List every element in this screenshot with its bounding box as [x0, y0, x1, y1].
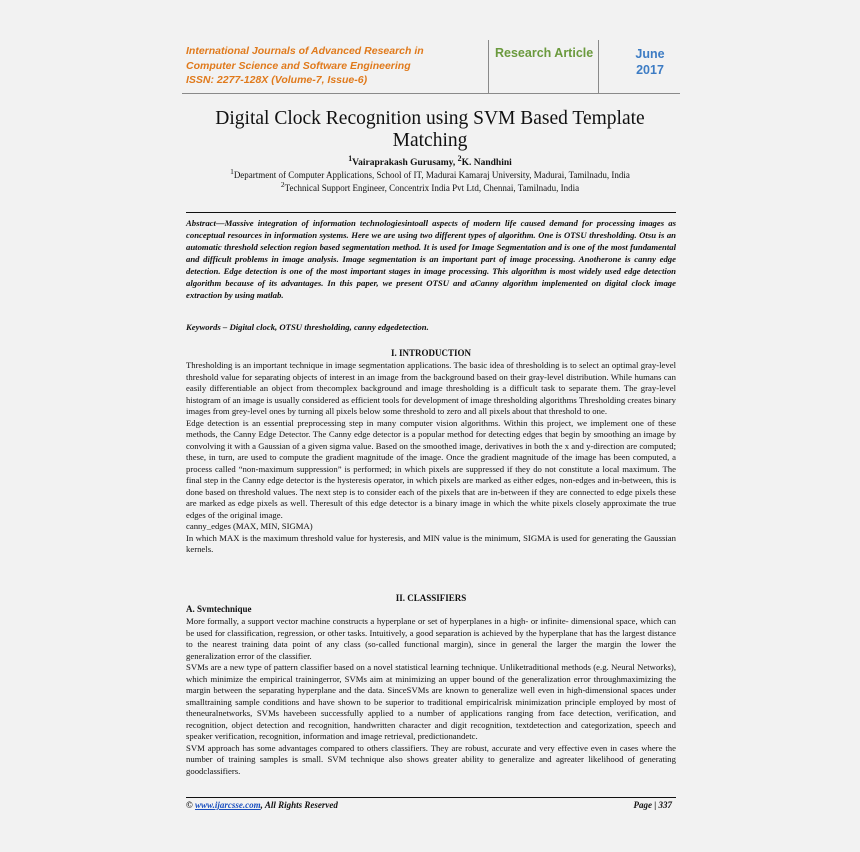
journal-issn: ISSN: 2277-128X (Volume-7, Issue-6)	[186, 74, 368, 86]
keywords: Keywords – Digital clock, OTSU thresholding, canny edgedetection.	[186, 322, 429, 332]
subsection-heading-svm: A. Svmtechnique	[186, 604, 252, 614]
author-1-marker: 1	[348, 154, 353, 163]
affiliation-1-text: Department of Computer Applications, School of IT, Madurai Kamaraj University, Madurai, Tamilnadu, India	[233, 170, 630, 180]
publication-month: June	[635, 47, 665, 61]
section-heading-classifiers: II. CLASSIFIERS	[395, 593, 467, 603]
journal-header	[182, 40, 680, 94]
author-2: K. Nandhini	[461, 158, 512, 169]
paragraph: Thresholding is an important technique in image segmentation applications. The basic idea of thresholding is to select an optimal gray-level threshold value for separating objects of interest in an image from the background based on their gray-level distribution. While humans can easily differentiable an object from thecomplex background and image thresholding is a difficult task to separate them. The gray-level histogram of an image is usually considered as efficient tools for development of image thresholding algorithms Thresholding creates binary images from grey-level ones by turning all pixels below some threshold to zero and all pixels about that threshold to one.	[186, 360, 676, 416]
publication-year: 2017	[636, 63, 664, 77]
classifiers-body	[186, 616, 676, 777]
paragraph: Edge detection is an essential preprocessing step in many computer vision algorithms. Within this project, we implement one of these methods, the Canny Edge Detector. The Canny edge detector is a popular method for detecting edges that begin by smoothing an image by convolving it with a Gaussian of a given sigma value. Based on the smoothed image, derivatives in both the x and y-direction are computed; these, in turn, are used to compute the gradient magnitude of the image. Once the gradient magnitude of the image has been computed, a process called “non-maximum suppression” is performed; in which pixels are suppressed if they do not constitute a local maximum. The final step in the Canny edge detector is the hysteresis operator, in which pixels are marked as either edges, non-edges and in-between, this is done based on threshold values. The next step is to consider each of the pixels that are in-between if they are connected to edge pixels these are marked as edge pixels as well. Theresult of this edge detector is a binary image in which the white pixels closely approximate the true edges of the original image.	[186, 417, 676, 520]
introduction-body	[186, 360, 676, 556]
header-rule	[182, 93, 680, 94]
affiliation-2	[190, 179, 670, 194]
header-divider	[598, 40, 599, 94]
rights-text: , All Rights Reserved	[260, 800, 338, 810]
footer-rule	[186, 797, 676, 798]
publication-date	[625, 46, 675, 78]
paragraph: In which MAX is the maximum threshold value for hysteresis, and MIN value is the minimum, SIGMA is used for generating the Gaussian kernels.	[186, 532, 676, 554]
affiliation-2-marker: 2	[280, 180, 285, 189]
paragraph: More formally, a support vector machine constructs a hyperplane or set of hyperplanes in a high- or infinite- dimensional space, which can be used for classification, regression, or other tasks. Intuitively, a good separation is achieved by the hyperplane that has the largest distance to the nearest training data point of any class (so-called functional margin), since in general the larger the margin the lower the generalization error of the classifier.	[186, 616, 676, 661]
journal-line-1: International Journals of Advanced Research in	[186, 45, 424, 57]
article-type: Research Article	[495, 46, 594, 60]
footer-copyright	[186, 800, 338, 810]
abstract-block	[186, 212, 676, 301]
journal-website-link[interactable]: www.ijarcsse.com	[194, 800, 261, 810]
formula-line: canny_edges (MAX, MIN, SIGMA)	[186, 521, 313, 531]
affiliation-1-marker: 1	[230, 167, 234, 176]
paragraph: SVMs are a new type of pattern classifier based on a novel statistical learning technique. Unliketraditional methods (e.g. Neural Networks), which minimize the empirical trainingerror, SVMs aim at minimizing an upper bound of the generalization error throughmaximizing the margin between the separating hyperplane and the data. SinceSVMs are known to generalize well even in high-dimensional spaces under smalltraining sample conditions and have shown to be superior to traditional empiricalrisk minimization principle employed by most of theneuralnetworks, SVMs havebeen successfully applied to a number of applications ranging from face detection, verification, and recognition, object detection and recognition, handwritten character and digit recognition, textdetection and categorization, speech and speaker verification, recognition, information and image retrieval, predictionandetc.	[186, 662, 676, 741]
section-heading-introduction: I. INTRODUCTION	[390, 348, 471, 358]
affiliation-2-text: Technical Support Engineer, Concentrix India Pvt Ltd, Chennai, Tamilnadu, India	[284, 183, 580, 193]
page-number: Page | 337	[633, 800, 672, 810]
abstract: Abstract—Massive integration of information technologiesintoall aspects of modern life caused demand for processing images as conceptual resources in information systems. Here we are using two different types of algorithm. One is OTSU thresholding. Otsu is an automatic threshold selection region based segmentation method. It is used for Image Segmentation and is one of the most fundamental and difficult problems in image analysis. Image segmentation is an important part of image processing. Anotherone is canny edge detection. Edge detection is one of the most important stages in image processing. This algorithm is most widely used edge detection algorithm because of its advantages. In this paper, we present OTSU and aCanny algorithm implemented on digital clock image extraction by using matlab.	[186, 218, 676, 300]
author-1: Vairaprakash Gurusamy,	[352, 158, 458, 169]
header-divider	[488, 40, 489, 94]
journal-line-2: Computer Science and Software Engineering	[186, 59, 411, 72]
copyright-symbol: ©	[186, 800, 195, 810]
journal-info	[186, 44, 486, 88]
paper-title: Digital Clock Recognition using SVM Based Template Matching	[215, 108, 645, 151]
author-2-marker: 2	[457, 154, 462, 163]
paragraph: SVM approach has some advantages compared to others classifiers. They are robust, accurate and very effective even in cases where the number of training samples is small. SVM technique also shows greater ability to generalize and agreater likelihood of generating goodclassifiers.	[186, 742, 676, 776]
